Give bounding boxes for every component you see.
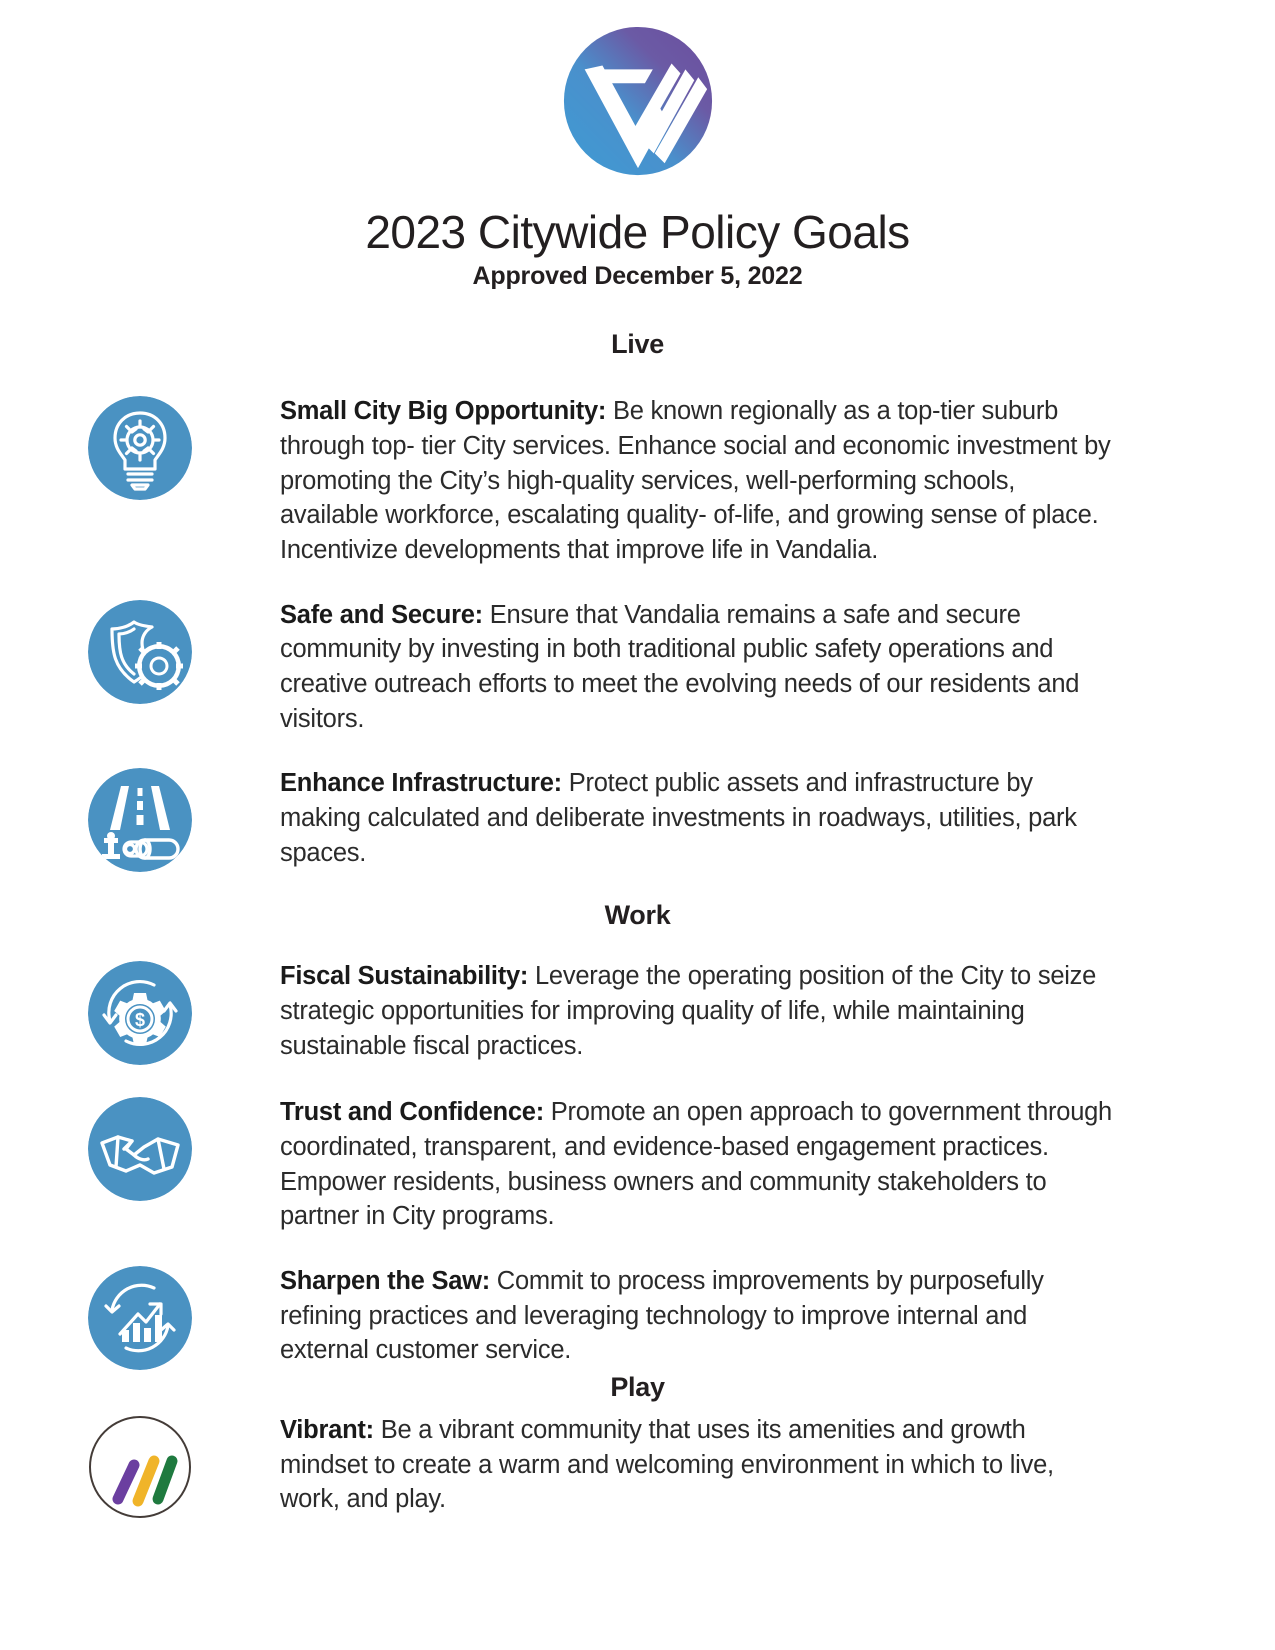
goal-paragraph <box>280 598 1112 737</box>
goal-row <box>0 394 1275 567</box>
goal-icon-cell <box>0 1095 280 1201</box>
goal-label: Fiscal Sustainability: <box>280 962 529 991</box>
goals-content <box>0 291 1275 1519</box>
gear-dollar-cycle-icon <box>88 961 192 1065</box>
goal-row <box>0 598 1275 737</box>
goal-body: Be known regionally as a top-tier suburb through top- tier City services. Enhance social and economic investment by promoting the City’s high-quality services, well-performing schools, available workforce, escalating quality- of-life, and growing sense of place. Incentivize developments that improve life in Vandalia. <box>280 397 1111 564</box>
growth-chart-cycle-icon <box>88 1266 192 1370</box>
colored-stripes-icon <box>88 1415 192 1519</box>
goal-row <box>0 766 1275 872</box>
goal-icon-cell <box>0 959 280 1065</box>
goal-paragraph <box>280 959 1112 1063</box>
goal-label: Enhance Infrastructure: <box>280 769 562 798</box>
goal-row <box>0 1264 1275 1370</box>
shield-gear-icon <box>88 600 192 704</box>
goal-label: Trust and Confidence: <box>280 1098 544 1127</box>
goal-icon-cell <box>0 1413 280 1519</box>
section-heading-work: Work <box>604 900 671 931</box>
goal-label: Vibrant: <box>280 1416 374 1445</box>
goal-row <box>0 959 1275 1065</box>
handshake-icon <box>88 1097 192 1201</box>
svg-text:$: $ <box>134 1010 146 1031</box>
goal-paragraph <box>280 1095 1112 1234</box>
goal-text-cell <box>280 766 1190 870</box>
section-heading-live: Live <box>611 329 664 360</box>
city-of-vandalia-logo-icon <box>559 22 717 180</box>
goal-body: Commit to process improvements by purposefully refining practices and leveraging technology to improve internal and external customer service. <box>280 1267 1044 1365</box>
goal-body: Leverage the operating position of the City to seize strategic opportunities for improving quality of life, while maintaining sustainable fiscal practices. <box>280 962 1097 1060</box>
goal-paragraph <box>280 394 1112 567</box>
goal-text-cell <box>280 959 1190 1063</box>
goal-icon-cell <box>0 598 280 704</box>
goal-icon-cell <box>0 394 280 500</box>
goal-text-cell <box>280 598 1190 737</box>
roadway-infrastructure-icon <box>88 768 192 872</box>
goal-row <box>0 1095 1275 1234</box>
goal-label: Safe and Secure: <box>280 600 483 629</box>
goal-icon-cell <box>0 1264 280 1370</box>
goal-label: Sharpen the Saw: <box>280 1267 490 1296</box>
goal-body: Promote an open approach to government through coordinated, transparent, and evidence-based engagement practices. Empower residents, business owners and community stakeholders to partner in City programs. <box>280 1098 1112 1231</box>
page-title: 2023 Citywide Policy Goals <box>365 206 910 258</box>
logo-container <box>0 0 1275 180</box>
goal-paragraph <box>280 766 1112 870</box>
lightbulb-gear-icon <box>88 396 192 500</box>
goal-body: Be a vibrant community that uses its amenities and growth mindset to create a warm and welcoming environment in which to live, work, and play. <box>280 1416 1054 1514</box>
goal-text-cell <box>280 394 1190 567</box>
page-subtitle: Approved December 5, 2022 <box>472 262 803 291</box>
goal-body: Ensure that Vandalia remains a safe and secure community by investing in both traditional public safety operations and creative outreach efforts to meet the evolving needs of our residents and visitors. <box>280 600 1080 733</box>
section-heading-play: Play <box>610 1372 665 1403</box>
goal-text-cell <box>280 1264 1190 1368</box>
goal-row <box>0 1413 1275 1519</box>
goal-paragraph <box>280 1264 1112 1368</box>
goal-text-cell <box>280 1413 1190 1517</box>
goal-paragraph <box>280 1413 1112 1517</box>
goal-text-cell <box>280 1095 1190 1234</box>
goal-icon-cell <box>0 766 280 872</box>
goal-body: Protect public assets and infrastructure by making calculated and deliberate investments in roadways, utilities, park spaces. <box>280 769 1077 867</box>
goal-label: Small City Big Opportunity: <box>280 397 607 426</box>
